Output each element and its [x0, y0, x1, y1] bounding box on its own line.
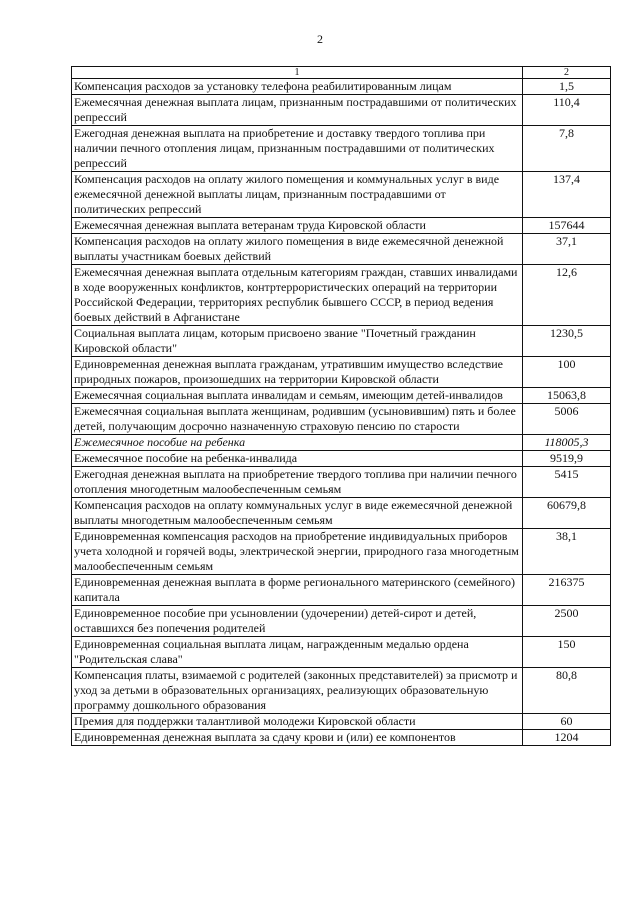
payment-amount: 1230,5 [523, 326, 611, 357]
table-row [72, 218, 611, 234]
payment-name: Ежемесячное пособие на ребенка [72, 435, 523, 451]
table-row [72, 529, 611, 575]
payment-name: Социальная выплата лицам, которым присвоено звание "Почетный гражданин Кировской области" [72, 326, 523, 357]
payments-table [71, 66, 611, 746]
table-row [72, 714, 611, 730]
payment-name: Ежегодная денежная выплата на приобретение и доставку твердого топлива при наличии печного отопления лицам, признанным пострадавшими от политических репрессий [72, 126, 523, 172]
table-row [72, 606, 611, 637]
payment-amount: 38,1 [523, 529, 611, 575]
payment-amount: 2500 [523, 606, 611, 637]
header-column-2: 2 [523, 67, 611, 79]
payment-amount: 60679,8 [523, 498, 611, 529]
payment-name: Ежемесячное пособие на ребенка-инвалида [72, 451, 523, 467]
table-row [72, 357, 611, 388]
header-column-1: 1 [72, 67, 523, 79]
payment-name: Компенсация расходов на оплату жилого помещения в виде ежемесячной денежной выплаты участникам боевых действий [72, 234, 523, 265]
payment-amount: 1204 [523, 730, 611, 746]
table-row [72, 326, 611, 357]
payment-amount: 7,8 [523, 126, 611, 172]
payment-name: Ежемесячная социальная выплата инвалидам и семьям, имеющим детей-инвалидов [72, 388, 523, 404]
payment-name: Премия для поддержки талантливой молодежи Кировской области [72, 714, 523, 730]
payment-amount: 5006 [523, 404, 611, 435]
payment-amount: 60 [523, 714, 611, 730]
table-row [72, 79, 611, 95]
payment-name: Ежемесячная денежная выплата отдельным категориям граждан, ставших инвалидами в ходе вооруженных конфликтов, контртеррористических операций на территории Российской Федерации, территориях республик бывшего СССР, в период ведения боевых действий в Афганистане [72, 265, 523, 326]
payment-amount: 15063,8 [523, 388, 611, 404]
table-header-row [72, 67, 611, 79]
table-row [72, 498, 611, 529]
payment-amount: 157644 [523, 218, 611, 234]
payment-amount: 150 [523, 637, 611, 668]
table-row [72, 467, 611, 498]
payment-amount: 118005,3 [523, 435, 611, 451]
table-row [72, 388, 611, 404]
table-row [72, 435, 611, 451]
table-row [72, 126, 611, 172]
payment-amount: 110,4 [523, 95, 611, 126]
table-row [72, 234, 611, 265]
payment-amount: 100 [523, 357, 611, 388]
payment-name: Ежемесячная денежная выплата ветеранам труда Кировской области [72, 218, 523, 234]
table-row [72, 265, 611, 326]
table-row [72, 575, 611, 606]
payment-name: Единовременное пособие при усыновлении (удочерении) детей-сирот и детей, оставшихся без попечения родителей [72, 606, 523, 637]
table-row [72, 451, 611, 467]
payment-name: Единовременная денежная выплата гражданам, утратившим имущество вследствие природных пожаров, произошедших на территории Кировской области [72, 357, 523, 388]
table-row [72, 404, 611, 435]
payment-name: Единовременная денежная выплата в форме регионального материнского (семейного) капитала [72, 575, 523, 606]
payment-amount: 9519,9 [523, 451, 611, 467]
payment-name: Компенсация расходов за установку телефона реабилитированным лицам [72, 79, 523, 95]
table-row [72, 637, 611, 668]
payment-name: Единовременная денежная выплата за сдачу крови и (или) ее компонентов [72, 730, 523, 746]
payment-amount: 80,8 [523, 668, 611, 714]
table-row [72, 172, 611, 218]
payment-amount: 137,4 [523, 172, 611, 218]
payment-name: Компенсация расходов на оплату жилого помещения и коммунальных услуг в виде ежемесячной денежной выплаты лицам, признанным пострадавшими от политических репрессий [72, 172, 523, 218]
table-row [72, 668, 611, 714]
payment-name: Единовременная компенсация расходов на приобретение индивидуальных приборов учета холодной и горячей воды, электрической энергии, природного газа многодетным малообеспеченным семьям [72, 529, 523, 575]
payment-name: Компенсация платы, взимаемой с родителей (законных представителей) за присмотр и уход за детьми в образовательных организациях, реализующих образовательную программу дошкольного образования [72, 668, 523, 714]
payment-amount: 216375 [523, 575, 611, 606]
payment-amount: 1,5 [523, 79, 611, 95]
table-row [72, 95, 611, 126]
payment-name: Ежемесячная социальная выплата женщинам, родившим (усыновившим) пять и более детей, получающим досрочно назначенную страховую пенсию по старости [72, 404, 523, 435]
payment-name: Компенсация расходов на оплату коммунальных услуг в виде ежемесячной денежной выплаты многодетным малообеспеченным семьям [72, 498, 523, 529]
payment-name: Единовременная социальная выплата лицам, награжденным медалью ордена "Родительская слава" [72, 637, 523, 668]
payment-amount: 37,1 [523, 234, 611, 265]
page-number: 2 [317, 32, 323, 46]
payment-amount: 12,6 [523, 265, 611, 326]
table-row [72, 730, 611, 746]
payment-name: Ежемесячная денежная выплата лицам, признанным пострадавшими от политических репрессий [72, 95, 523, 126]
payment-amount: 5415 [523, 467, 611, 498]
payment-name: Ежегодная денежная выплата на приобретение твердого топлива при наличии печного отопления многодетным малообеспеченным семьям [72, 467, 523, 498]
